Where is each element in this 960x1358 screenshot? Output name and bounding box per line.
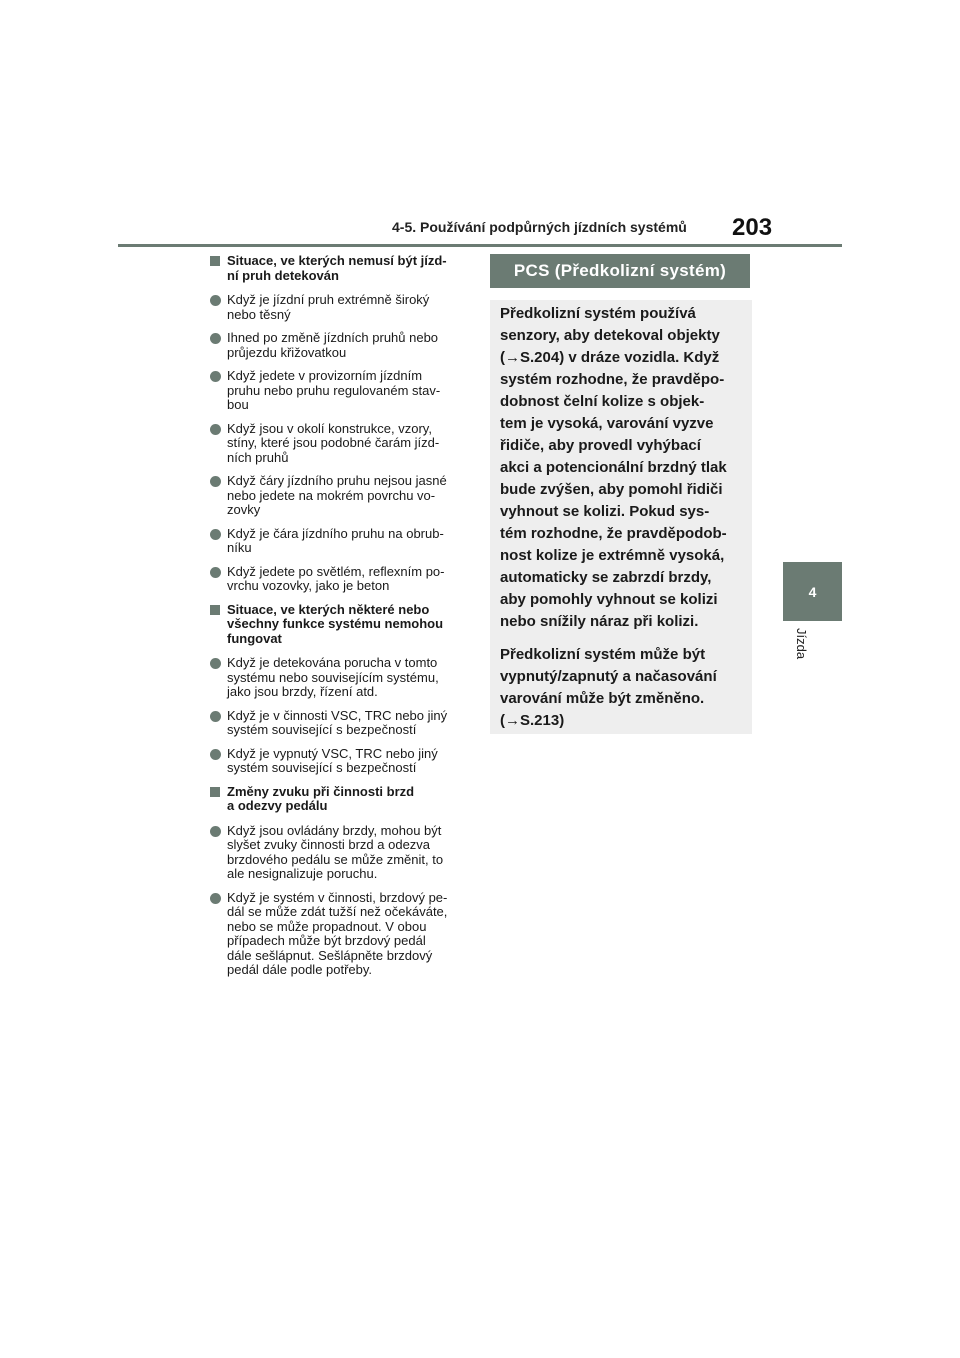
square-bullet-icon [210, 605, 220, 615]
header-divider [118, 244, 842, 247]
page-reference[interactable]: (→S.204) v dráze vozidla. Když [500, 349, 720, 366]
round-bullet-icon [210, 295, 221, 306]
list-item: Když jsou ovládány brzdy, mohou být slyšet zvuky činnosti brzd a odezva brzdového pedálu se může změnit, to ale nesignalizuje poruchu. [209, 824, 471, 882]
square-bullet-icon [210, 787, 220, 797]
round-bullet-icon [210, 333, 221, 344]
round-bullet-icon [210, 424, 221, 435]
pcs-description-box [490, 300, 752, 734]
round-bullet-icon [210, 749, 221, 760]
round-bullet-icon [210, 476, 221, 487]
pcs-paragraph: Předkolizní systém používá senzory, aby detekoval objekty (→S.204) v dráze vozidla. Když systém rozhodne, že pravděpo- dobnost čelní kolize s objek- tem je vysoká, varování vyzve řidiče, aby provedl vyhýbací akci a potencionální brzdný tlak bude zvýšen, aby pomohl řidiči vyhnout se kolizi. Pokud sys- tém rozhodne, že pravděpodob- nost kolize je extrémně vysoká, automaticky se zabrzdí brzdy, aby pomohly vyhnout se kolizi nebo snížily náraz při kolizi. [500, 303, 742, 633]
list-item: Když je vypnutý VSC, TRC nebo jiný systém související s bezpečností [209, 747, 471, 776]
chapter-number: 4 [808, 583, 817, 600]
left-column [209, 254, 471, 987]
list-item: Když jedete v provizorním jízdním pruhu nebo pruhu regulovaném stav- bou [209, 369, 471, 413]
list-item: Ihned po změně jízdních pruhů nebo průjezdu křižovatkou [209, 331, 471, 360]
section-heading: Situace, ve kterých nemusí být jízd- ní pruh detekován [209, 254, 471, 283]
round-bullet-icon [210, 371, 221, 382]
section-title: 4-5. Používání podpůrných jízdních systémů [392, 219, 687, 235]
list-item: Když čáry jízdního pruhu nejsou jasné nebo jedete na mokrém povrchu vo- zovky [209, 474, 471, 518]
list-item: Když jsou v okolí konstrukce, vzory, stíny, které jsou podobné čarám jízd- ních pruhů [209, 422, 471, 466]
section-heading: Situace, ve kterých některé nebo všechny funkce systému nemohou fungovat [209, 603, 471, 647]
section-heading: Změny zvuku při činnosti brzd a odezvy pedálu [209, 785, 471, 814]
list-item: Když je jízdní pruh extrémně široký nebo těsný [209, 293, 471, 322]
round-bullet-icon [210, 567, 221, 578]
round-bullet-icon [210, 826, 221, 837]
pcs-paragraph: Předkolizní systém může být vypnutý/zapnutý a načasování varování může být změněno. (→S.213) [500, 644, 742, 732]
list-item: Když je detekována porucha v tomto systému nebo souvisejícím systému, jako jsou brzdy, řízení atd. [209, 656, 471, 700]
round-bullet-icon [210, 711, 221, 722]
pcs-title: PCS (Předkolizní systém) [490, 254, 750, 288]
list-item: Když je čára jízdního pruhu na obrub- níku [209, 527, 471, 556]
page-number: 203 [732, 214, 773, 241]
list-item: Když je v činnosti VSC, TRC nebo jiný systém související s bezpečností [209, 709, 471, 738]
list-item: Když je systém v činnosti, brzdový pe- dál se může zdát tužší než očekáváte, nebo se může propadnout. V obou případech může být brzdový pedál dále sešlápnut. Sešlápněte brzdový pedál dále podle potřeby. [209, 891, 471, 978]
round-bullet-icon [210, 658, 221, 669]
chapter-label: Jízda [794, 628, 809, 660]
list-item: Když jedete po světlém, reflexním po- vrchu vozovky, jako je beton [209, 565, 471, 594]
round-bullet-icon [210, 893, 221, 904]
chapter-tab[interactable] [783, 562, 842, 621]
page-reference[interactable]: (→S.213) [500, 712, 565, 729]
round-bullet-icon [210, 529, 221, 540]
square-bullet-icon [210, 256, 220, 266]
